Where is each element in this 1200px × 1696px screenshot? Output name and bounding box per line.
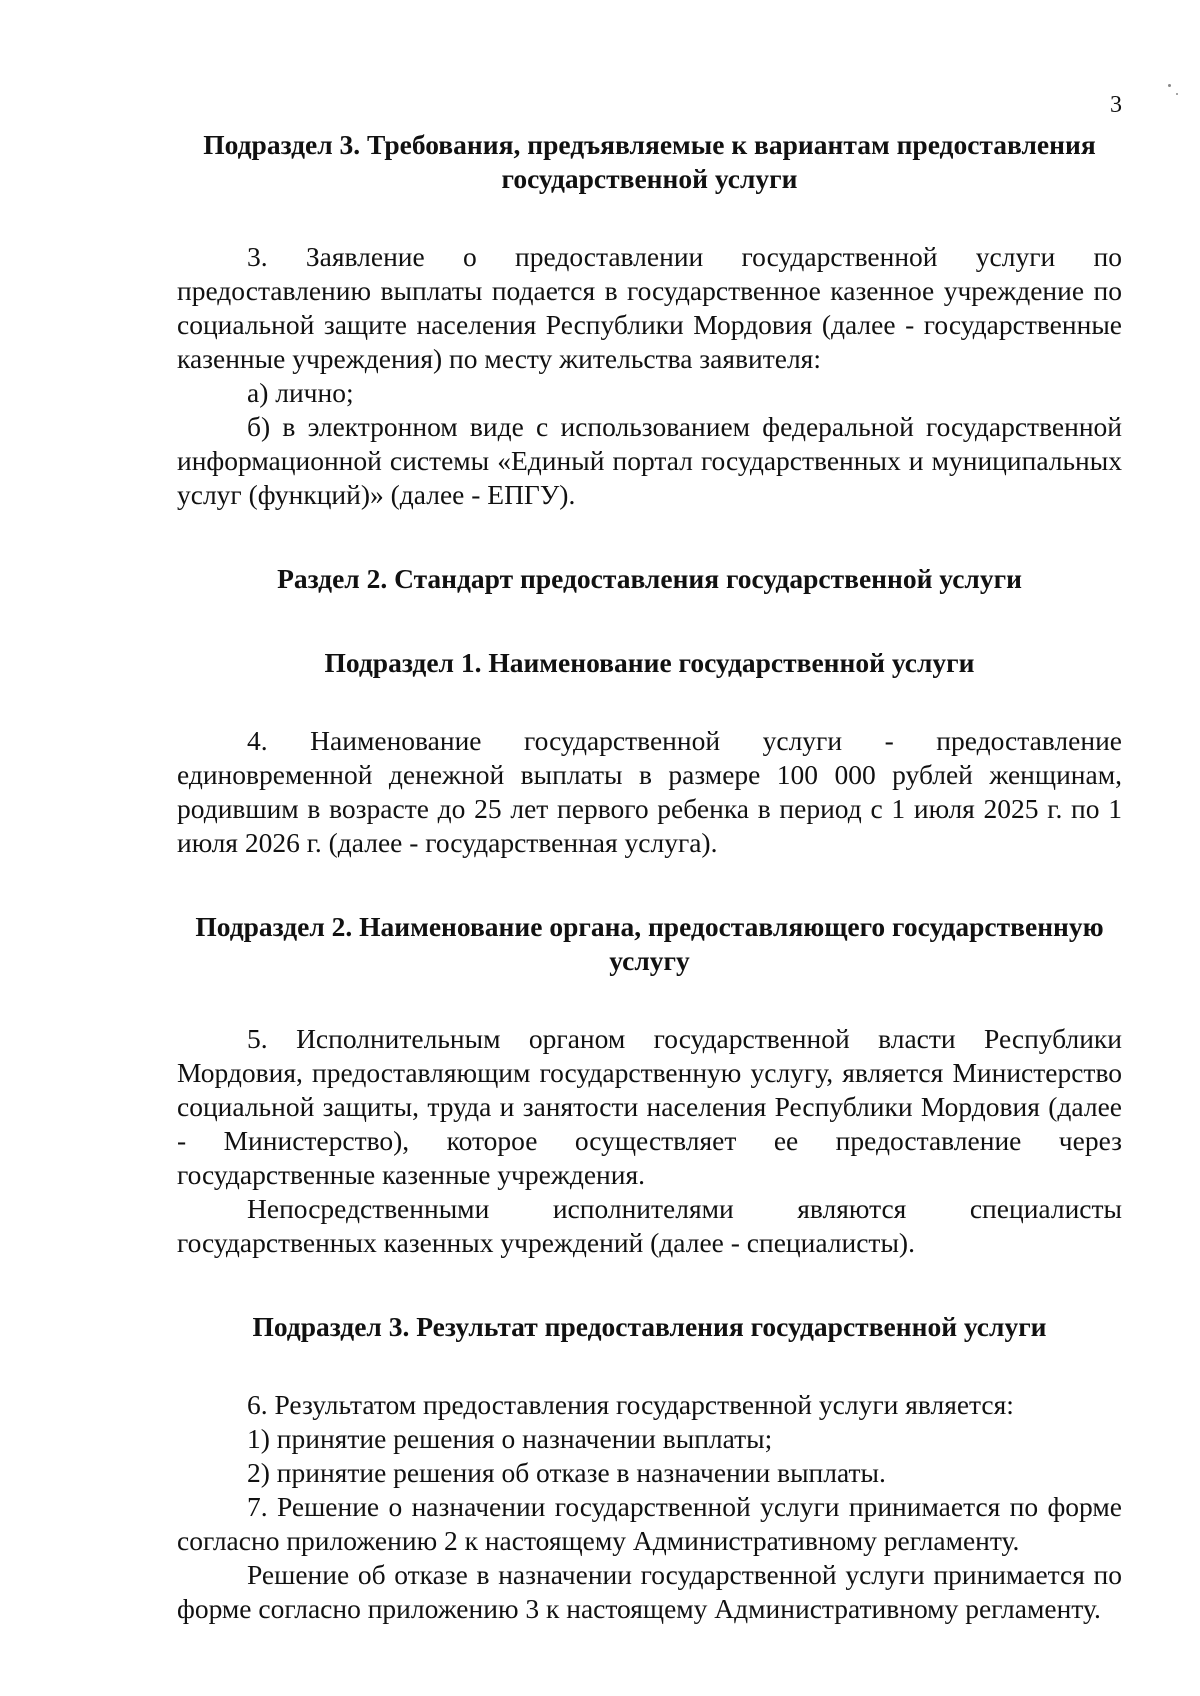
list-item-b: б) в электронном виде с использованием федеральной государственной информационной системы «Единый портал государственных и муниципальных услуг (функций)» (далее - ЕПГУ). <box>177 411 1122 510</box>
scan-speck <box>1176 93 1178 95</box>
paragraph-executors: Непосредственными исполнителями являются специалисты государственных казенных учреждений (далее - специалисты). <box>177 1193 1122 1258</box>
scan-speck <box>1168 84 1171 87</box>
page-number: 3 <box>1110 92 1122 118</box>
paragraph-5: 5. Исполнительным органом государственной власти Республики Мордовия, предоставляющим государственную услугу, является Министерство социальной защиты, труда и занятости населения Республики Мордовия (далее - Министерство), которое осуществляет ее предоставление через государственные казенные учреждения. <box>177 1023 1122 1190</box>
paragraph-4: 4. Наименование государственной услуги - предоставление единовременной денежной выплаты в размере 100 000 рублей женщинам, родившим в возрасте до 25 лет первого ребенка в период с 1 июля 2025 г. по 1 июля 2026 г. (далее - государственная услуга). <box>177 725 1122 858</box>
list-item-1: 1) принятие решения о назначении выплаты; <box>247 1423 773 1454</box>
subsection-heading-requirements: Подраздел 3. Требования, предъявляемые к вариантам предоставления государственной услуги <box>203 129 1096 194</box>
subsection-heading-authority: Подраздел 2. Наименование органа, предоставляющего государственную услугу <box>195 911 1104 976</box>
paragraph-refusal: Решение об отказе в назначении государственной услуги принимается по форме согласно приложению 3 к настоящему Административному регламенту. <box>177 1559 1122 1624</box>
paragraph-7: 7. Решение о назначении государственной услуги принимается по форме согласно приложению 2 к настоящему Административному регламенту. <box>177 1491 1122 1556</box>
subsection-heading-name: Подраздел 1. Наименование государственной услуги <box>324 647 975 678</box>
paragraph-6: 6. Результатом предоставления государственной услуги является: <box>247 1389 1014 1420</box>
subsection-heading-result: Подраздел 3. Результат предоставления государственной услуги <box>252 1311 1047 1342</box>
document-body <box>177 128 1122 1626</box>
paragraph-3: 3. Заявление о предоставлении государственной услуги по предоставлению выплаты подается в государственное казенное учреждение по социальной защите населения Республики Мордовия (далее - государственные казенные учреждения) по месту жительства заявителя: <box>177 241 1122 374</box>
list-item-2: 2) принятие решения об отказе в назначении выплаты. <box>247 1457 886 1488</box>
section-heading-standard: Раздел 2. Стандарт предоставления государственной услуги <box>277 563 1022 594</box>
list-item-a: а) лично; <box>247 377 354 408</box>
